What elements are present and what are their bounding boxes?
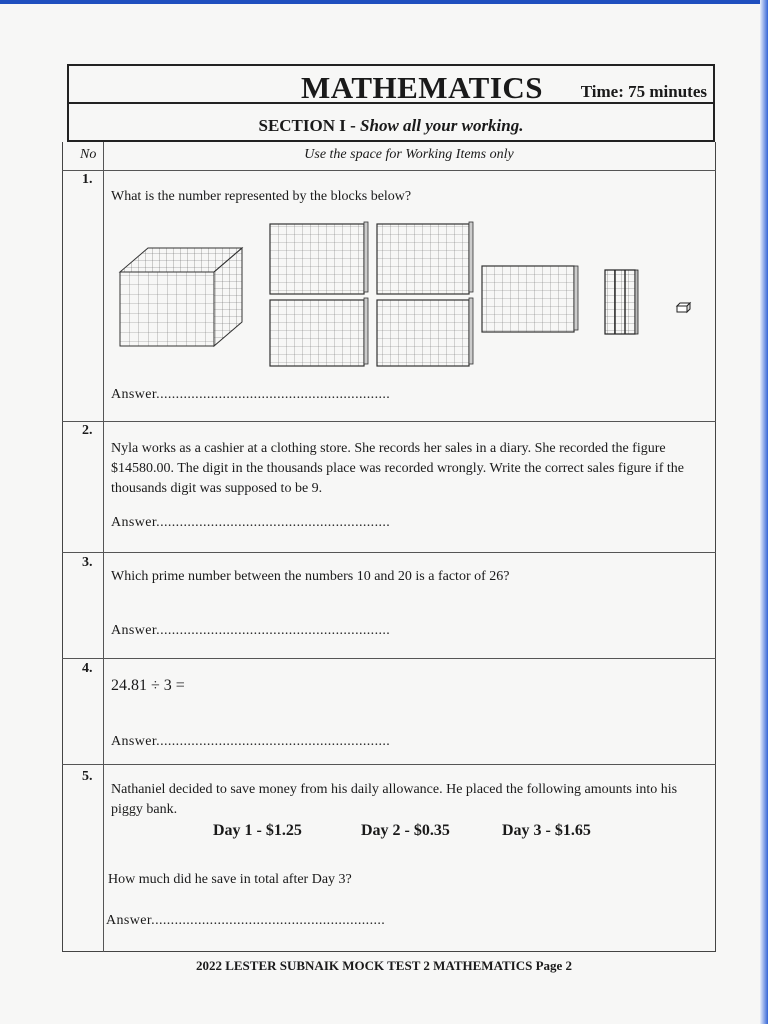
- row-divider: [62, 658, 716, 659]
- question-text: Nathaniel decided to save money from his daily allowance. He placed the following amounts into his piggy bank.: [111, 782, 678, 817]
- question-followup: How much did he save in total after Day 3?: [108, 872, 352, 887]
- hundred-flat: [377, 222, 473, 294]
- day-1-amount: Day 1 - $1.25: [213, 822, 302, 839]
- base-ten-blocks-figure: [110, 218, 700, 368]
- row-divider: [62, 764, 716, 765]
- hundred-flat: [270, 298, 368, 366]
- row-divider: [62, 552, 716, 553]
- right-border: [760, 0, 768, 1024]
- exam-header: [67, 64, 715, 104]
- row-divider: [62, 421, 716, 422]
- answer-line: Answer............................................................: [111, 734, 391, 749]
- working-column-header: Use the space for Working Items only: [304, 147, 514, 162]
- column-divider: [103, 142, 104, 952]
- number-column-header: No: [80, 147, 97, 162]
- time-limit: Time: 75 minutes: [580, 82, 707, 101]
- day-2-amount: Day 2 - $0.35: [361, 822, 450, 839]
- question-number: 3.: [82, 555, 93, 570]
- question-number: 2.: [82, 423, 93, 438]
- section-label: SECTION I -: [258, 116, 361, 135]
- day-3-amount: Day 3 - $1.65: [502, 822, 591, 839]
- answer-line: Answer............................................................: [106, 913, 386, 928]
- hundred-flat: [377, 298, 473, 366]
- question-text: Which prime number between the numbers 10 and 20 is a factor of 26?: [111, 569, 510, 584]
- row-divider: [62, 170, 716, 171]
- hundred-flat: [482, 266, 578, 332]
- answer-line: Answer............................................................: [111, 623, 391, 638]
- section-heading: [67, 104, 715, 142]
- thousand-cube: [120, 248, 242, 346]
- question-number: 1.: [82, 172, 93, 187]
- answer-line: Answer............................................................: [111, 515, 391, 530]
- top-border: [0, 0, 768, 4]
- page-footer: 2022 LESTER SUBNAIK MOCK TEST 2 MATHEMATICS Page 2: [195, 958, 573, 973]
- question-number: 4.: [82, 661, 93, 676]
- section-instruction: Show all your working.: [360, 116, 524, 135]
- question-text: 24.81 ÷ 3 =: [111, 677, 185, 694]
- ten-rods: [605, 270, 638, 334]
- hundred-flat: [270, 222, 368, 294]
- answer-line: Answer............................................................: [111, 387, 391, 402]
- page-title: MATHEMATICS: [301, 70, 544, 105]
- question-text: Nyla works as a cashier at a clothing store. She records her sales in a diary. She recorded the figure $14580.00. The digit in the thousands place was recorded wrongly. Write the correct sales figure if the thousands digit was supposed to be 9.: [111, 441, 685, 496]
- question-number: 5.: [82, 769, 93, 784]
- question-text: What is the number represented by the blocks below?: [111, 189, 412, 204]
- unit-cube: [677, 303, 690, 312]
